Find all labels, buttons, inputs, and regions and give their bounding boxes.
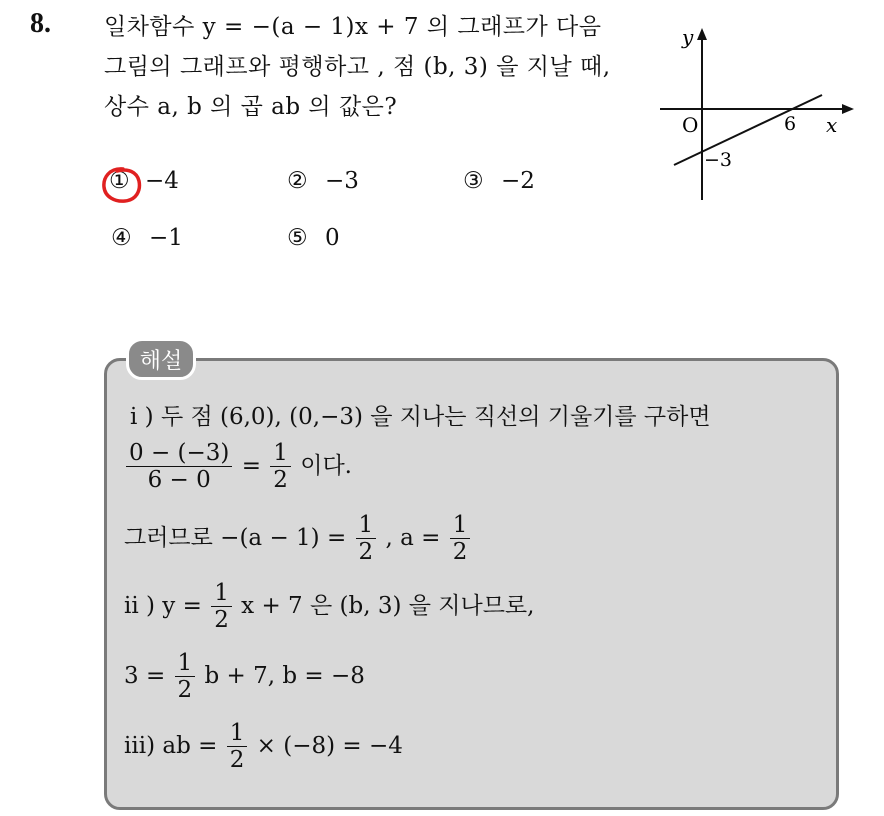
y-intercept-label: −3 — [704, 149, 733, 171]
solution-slope-line — [124, 440, 352, 494]
origin-label: O — [682, 113, 699, 137]
choice-3-value: −2 — [500, 168, 535, 194]
choice-4-value: −1 — [148, 225, 183, 251]
solution-step-2 — [124, 512, 472, 566]
step-2-mid: , a = — [385, 524, 441, 551]
step-5-prefix: iii) ab = — [124, 732, 218, 759]
line-graph — [660, 22, 860, 207]
answer-circle-mark — [101, 166, 143, 204]
y-axis-label: y — [682, 25, 694, 49]
half-den-2: 2 — [358, 539, 374, 566]
choice-4[interactable] — [111, 225, 183, 251]
solution-step-5 — [124, 720, 403, 774]
choice-2-value: −3 — [324, 168, 359, 194]
choice-1-mark: ① — [109, 168, 130, 194]
choice-2-mark: ② — [287, 168, 308, 194]
choice-1-value: −4 — [144, 168, 179, 194]
half-num-5: 1 — [175, 650, 196, 677]
half-fraction-4 — [211, 580, 232, 634]
slope-denominator: 6 − 0 — [147, 467, 211, 494]
solution-step-1: i ) 두 점 (6,0), (0,−3) 을 지나는 직선의 기울기를 구하면 — [130, 404, 711, 430]
solution-step-4 — [124, 650, 365, 704]
solution-step-3 — [124, 580, 534, 634]
choice-3-mark: ③ — [463, 168, 484, 194]
half-num-2: 1 — [356, 512, 377, 539]
question-line-3: 상수 a, b 의 곱 ab 의 값은? — [104, 94, 398, 120]
solution-tab: 해설 — [126, 338, 196, 380]
step-5-suffix: × (−8) = −4 — [256, 732, 403, 759]
half-den-5: 2 — [177, 677, 193, 704]
choice-5-value: 0 — [324, 225, 340, 251]
step-4-suffix: b + 7, b = −8 — [204, 662, 365, 689]
question-line-1: 일차함수 y = −(a − 1)x + 7 의 그래프가 다음 — [104, 14, 602, 40]
step-4-prefix: 3 = — [124, 662, 166, 689]
slope-equals: = — [241, 452, 261, 479]
choice-2[interactable] — [287, 168, 359, 194]
x-intercept-label: 6 — [784, 113, 797, 135]
step-2-prefix: 그러므로 −(a − 1) = — [124, 524, 347, 551]
half-num-4: 1 — [211, 580, 232, 607]
x-axis-arrow — [842, 104, 854, 114]
half-fraction-1 — [270, 440, 291, 494]
question-number: 8. — [30, 8, 51, 39]
slope-fraction — [126, 440, 232, 494]
choice-3[interactable] — [463, 168, 535, 194]
half-den-3: 2 — [452, 539, 468, 566]
question-line-2: 그림의 그래프와 평행하고 , 점 (b, 3) 을 지날 때, — [104, 54, 611, 80]
step-3-prefix: ii ) y = — [124, 592, 202, 619]
half-fraction-6 — [227, 720, 248, 774]
half-num-3: 1 — [450, 512, 471, 539]
x-axis-label: x — [826, 113, 838, 137]
choice-4-mark: ④ — [111, 225, 132, 251]
half-num-1: 1 — [270, 440, 291, 467]
half-den-4: 2 — [214, 607, 229, 634]
half-den-1: 2 — [273, 467, 288, 494]
half-fraction-3 — [450, 512, 471, 566]
slope-numerator: 0 − (−3) — [126, 440, 232, 467]
half-den-6: 2 — [229, 747, 245, 774]
choice-5-mark: ⑤ — [287, 225, 308, 251]
step-3-suffix: x + 7 은 (b, 3) 을 지나므로, — [241, 592, 535, 619]
choice-5[interactable] — [287, 225, 340, 251]
half-num-6: 1 — [227, 720, 248, 747]
half-fraction-5 — [175, 650, 196, 704]
half-fraction-2 — [356, 512, 377, 566]
slope-end: 이다. — [300, 452, 352, 479]
y-axis-arrow — [697, 28, 707, 40]
